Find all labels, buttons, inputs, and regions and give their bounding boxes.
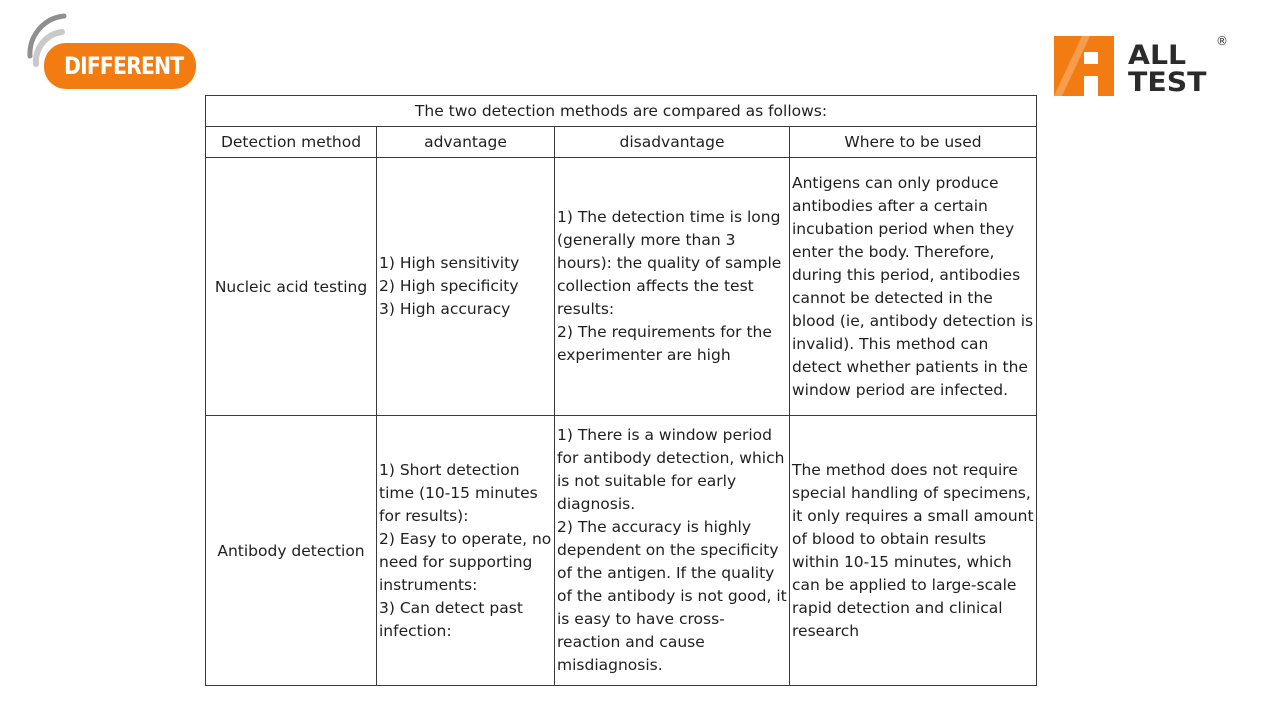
usage-cell: The method does not require special handling of specimens, it only requires a small amount of blood to obtain results within 10-15 minutes, which can be applied to large-scale rapid detection and clinical research [790, 416, 1037, 686]
registered-mark: ® [1216, 34, 1228, 48]
method-cell: Nucleic acid testing [206, 158, 377, 416]
disadvantage-cell: 1) The detection time is long (generally more than 3 hours): the quality of sample collection affects the test results: 2) The requirements for the experimenter are high [555, 158, 790, 416]
header-advantage: advantage [377, 127, 555, 158]
table-caption: The two detection methods are compared as follows: [206, 96, 1037, 127]
header-row [206, 127, 1037, 158]
table-row [206, 158, 1037, 416]
header-detection-method: Detection method [206, 127, 377, 158]
different-text: DIFFERENT [64, 52, 184, 80]
advantage-cell: 1) High sensitivity 2) High specificity 3) High accuracy [377, 158, 555, 416]
table-row [206, 416, 1037, 686]
alltest-a-mark-icon [1054, 34, 1124, 98]
usage-cell: Antigens can only produce antibodies after a certain incubation period when they enter the body. Therefore, during this period, antibodies cannot be detected in the blood (ie, antibody detection is invalid). This method can detect whether patients in the window period are infected. [790, 158, 1037, 416]
logo-line-all: ALL [1128, 40, 1187, 71]
advantage-cell: 1) Short detection time (10-15 minutes for results): 2) Easy to operate, no need for supporting instruments: 3) Can detect past infection: [377, 416, 555, 686]
logo-line-test: TEST [1128, 67, 1207, 98]
caption-row [206, 96, 1037, 127]
header-disadvantage: disadvantage [555, 127, 790, 158]
different-badge [26, 12, 198, 92]
disadvantage-cell: 1) There is a window period for antibody detection, which is not suitable for early diagnosis. 2) The accuracy is highly dependent on the specificity of the antigen. If the quality of the antibody is not good, it is easy to have cross-reaction and cause misdiagnosis. [555, 416, 790, 686]
different-pill [44, 43, 196, 89]
method-cell: Antibody detection [206, 416, 377, 686]
header-where-used: Where to be used [790, 127, 1037, 158]
comparison-table [205, 95, 1037, 686]
alltest-logo [1054, 34, 1234, 98]
